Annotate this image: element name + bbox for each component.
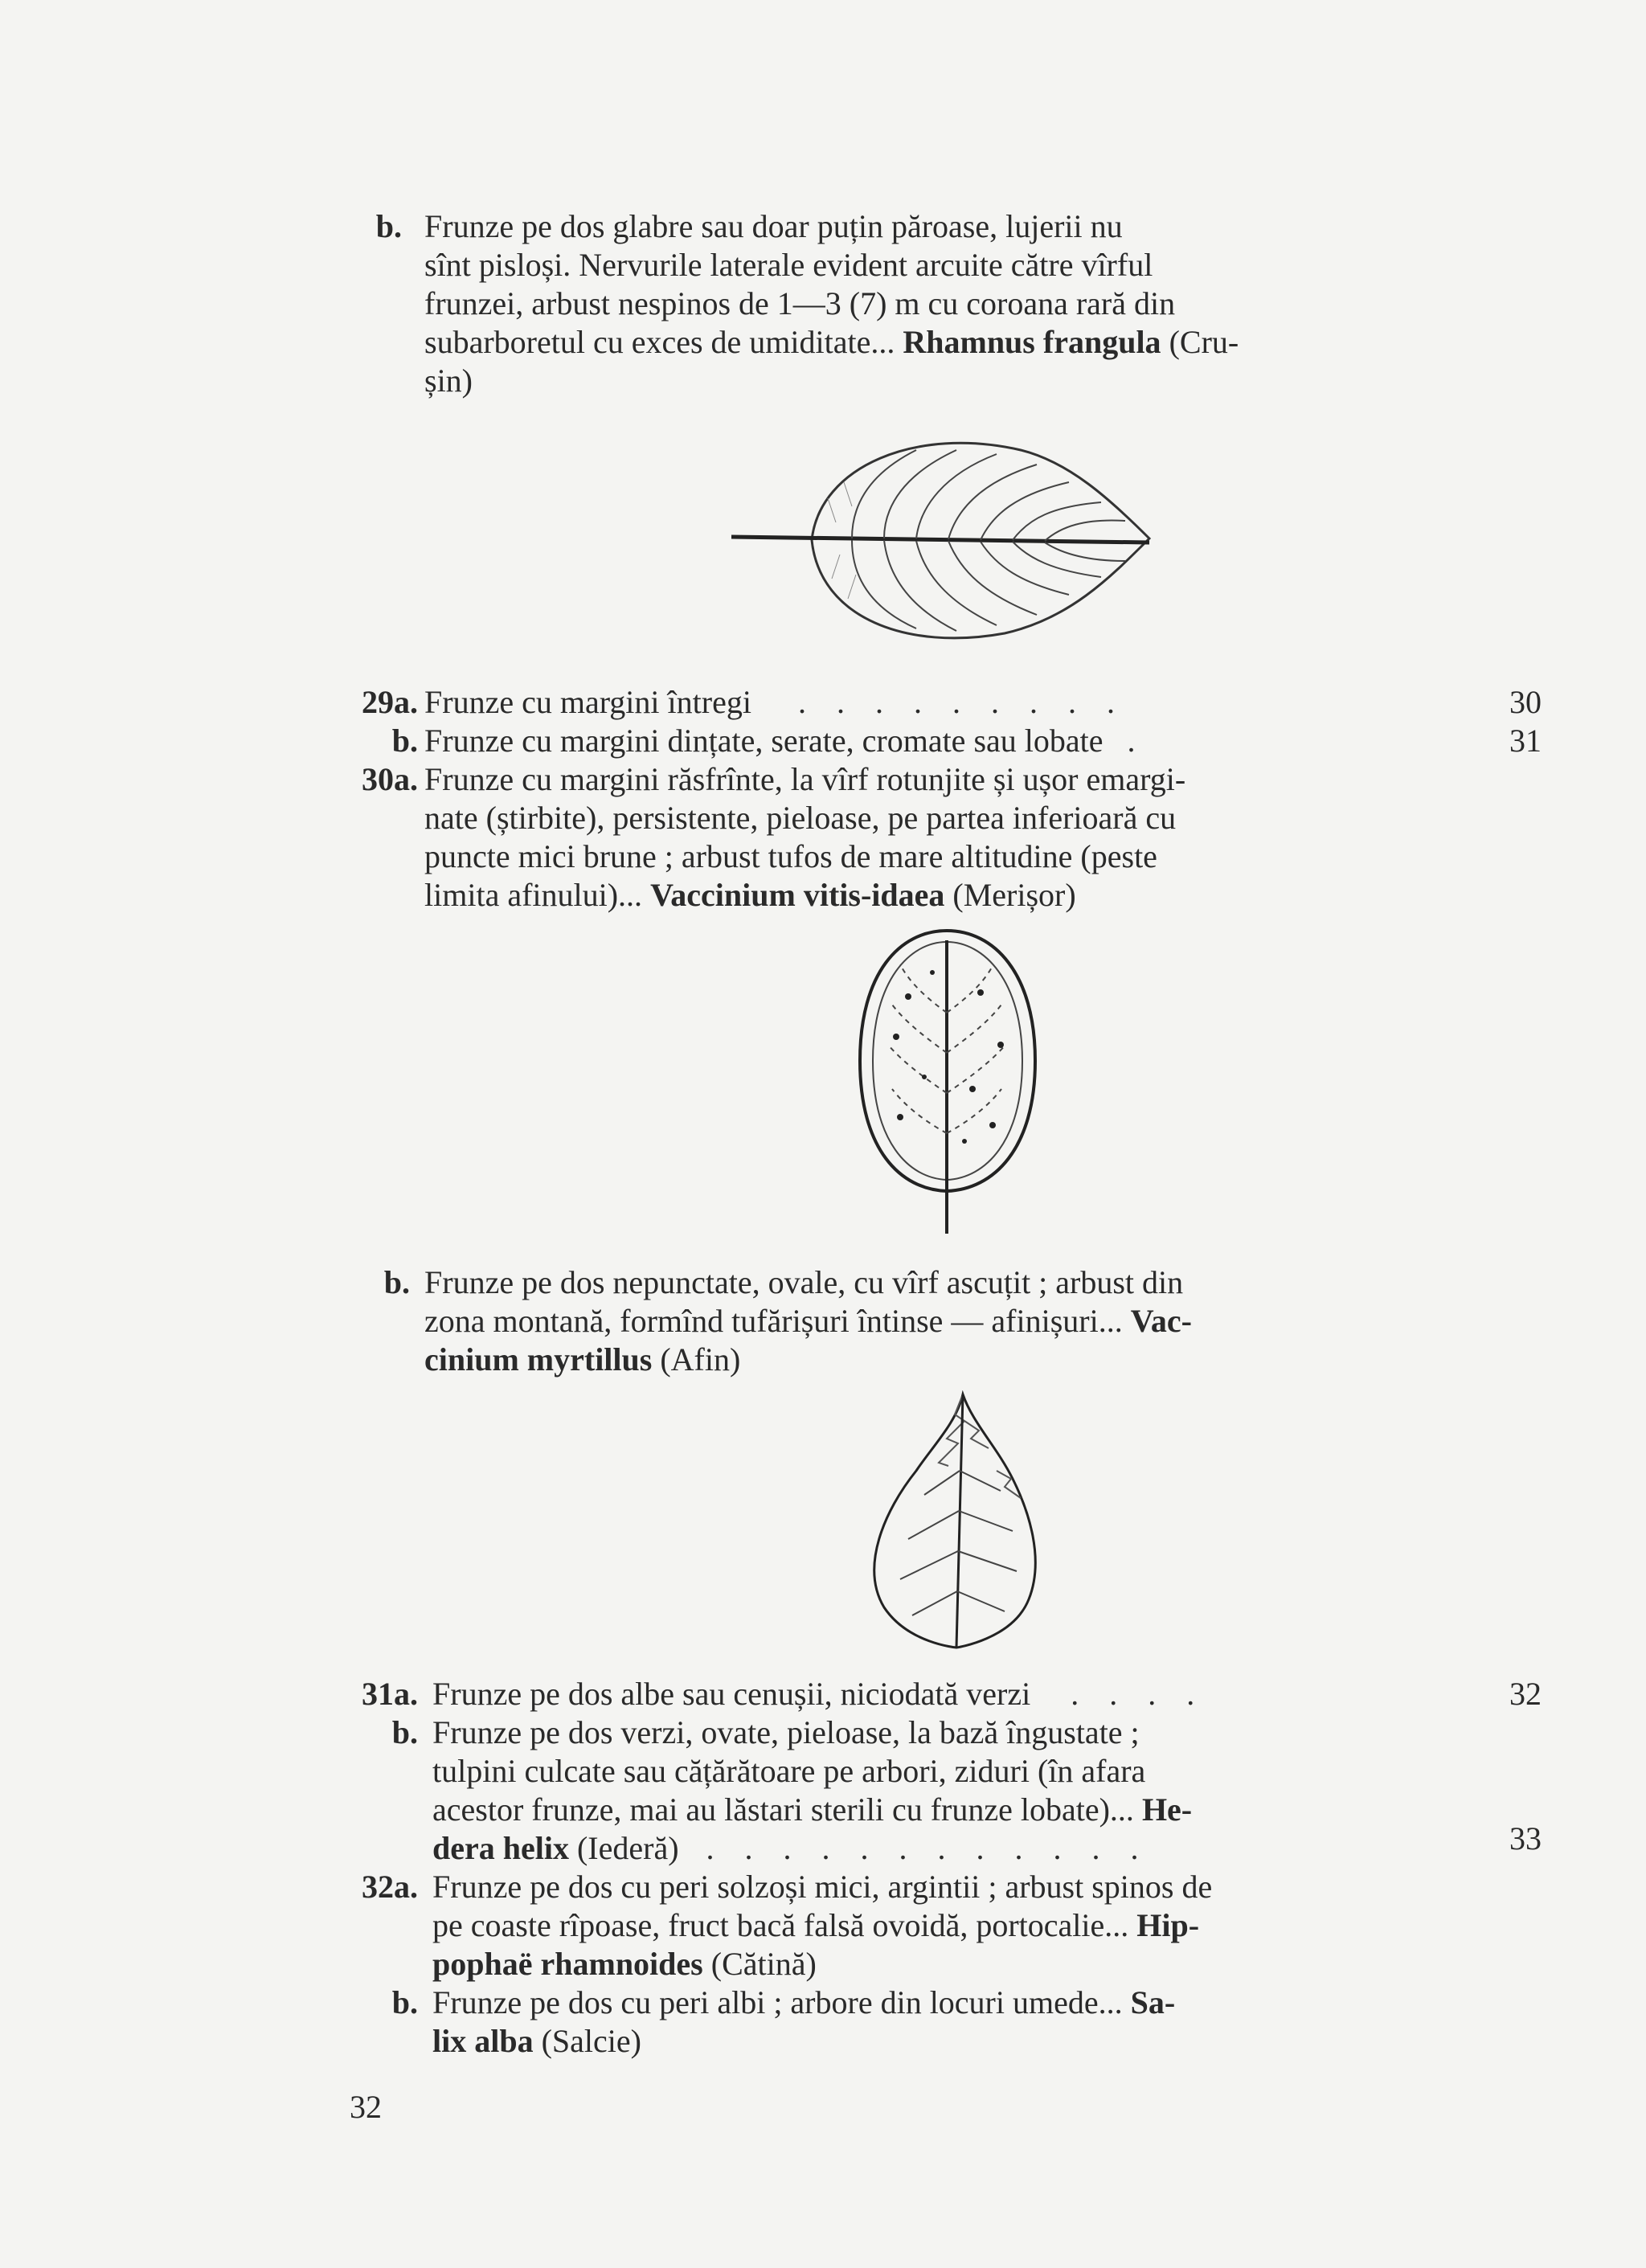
species-name: Rhamnus frangula xyxy=(903,324,1161,360)
entry-label: b. xyxy=(391,1714,418,1750)
entry-text-line xyxy=(432,1829,1543,1868)
entry-text: (Iederă) xyxy=(576,1830,679,1866)
entry-label: 30a. xyxy=(362,761,418,797)
entry-text-line xyxy=(432,1906,1543,1945)
entry-text-line: tulpini culcate sau cățărătoare pe arbori, ziduri (în afara xyxy=(432,1753,1146,1789)
entry-text: Frunze cu margini dințate, serate, cromate sau lobate xyxy=(424,723,1103,759)
entry-text-line xyxy=(424,876,1543,915)
species-name: Vac- xyxy=(1130,1303,1192,1339)
entry-text-line: Frunze cu margini răsfrînte, la vîrf rotunjite și ușor emargi- xyxy=(424,761,1186,797)
entry-label: b. xyxy=(375,208,402,244)
entry-label: b. xyxy=(391,723,418,759)
entry-text: (Merișor) xyxy=(952,877,1076,913)
vaccinium-myrtillus-leaf-illustration xyxy=(852,1390,1045,1656)
rhamnus-leaf-illustration xyxy=(731,418,1157,659)
cross-reference: 30 xyxy=(1509,684,1542,720)
entry-text-line: Frunze pe dos cu peri solzoși mici, argintii ; arbust spinos de xyxy=(432,1869,1213,1905)
entry-label: 29a. xyxy=(362,684,418,720)
species-name: cinium myrtillus xyxy=(424,1341,653,1378)
entry-text: (Salcie) xyxy=(541,2023,641,2059)
entry-text-line xyxy=(338,1675,1543,1713)
entry-text-line: Frunze pe dos verzi, ovate, pieloase, la bază îngustate ; xyxy=(432,1714,1140,1750)
entry-text-line: șin) xyxy=(424,362,473,399)
entry-text-line: Frunze pe dos nepunctate, ovale, cu vîrf ascuțit ; arbust din xyxy=(424,1264,1184,1300)
key-entry-28b xyxy=(375,207,1439,400)
leader-dots: . xyxy=(1127,723,1147,759)
entry-text-line: sînt pisloși. Nervurile laterale evident arcuite către vîrful xyxy=(424,247,1153,283)
entry-text: (Cru- xyxy=(1169,324,1239,360)
entry-text: (Cătină) xyxy=(710,1946,817,1982)
leader-dots: . . . . xyxy=(1071,1676,1206,1712)
entry-text: limita afinului)... xyxy=(424,877,643,913)
entry-text-line xyxy=(432,1791,1543,1829)
entry-text: Frunze pe dos cu peri albi ; arbore din locuri umede... xyxy=(432,1984,1123,2020)
species-name: Sa- xyxy=(1130,1984,1176,2020)
entry-label: 31a. xyxy=(362,1676,418,1712)
entry-text: Frunze pe dos albe sau cenușii, niciodată verzi xyxy=(432,1676,1031,1712)
species-name: pophaë rhamnoides xyxy=(432,1946,703,1982)
entry-text-line xyxy=(432,2022,1543,2061)
cross-reference: 31 xyxy=(1509,723,1542,759)
entry-label: b. xyxy=(391,1984,418,2020)
entry-text: (Afin) xyxy=(660,1341,741,1378)
vaccinium-vitis-idaea-leaf-illustration xyxy=(852,924,1045,1238)
entry-text: Frunze cu margini întregi xyxy=(424,684,751,720)
entry-text-line xyxy=(432,1983,1543,2022)
species-name: Hip- xyxy=(1136,1907,1200,1943)
entry-text: pe coaste rîpoase, fruct bacă falsă ovoidă, portocalie... xyxy=(432,1907,1129,1943)
key-entry-29 xyxy=(338,683,1543,760)
cross-reference: 32 xyxy=(1509,1676,1542,1712)
entry-text-line: puncte mici brune ; arbust tufos de mare altitudine (peste xyxy=(424,838,1157,874)
entry-text: subarboretul cu exces de umiditate... xyxy=(424,324,895,360)
cross-reference: 33 xyxy=(1509,1820,1542,1857)
key-entry-32 xyxy=(338,1868,1543,2061)
entry-text-line xyxy=(424,1302,1447,1341)
entry-label: b. xyxy=(383,1264,410,1300)
species-name: lix alba xyxy=(432,2023,534,2059)
entry-text: zona montană, formînd tufărișuri întinse — afinișuri... xyxy=(424,1303,1123,1339)
entry-text-line: Frunze pe dos glabre sau doar puțin păroase, lujerii nu xyxy=(424,208,1123,244)
key-entry-31 xyxy=(338,1675,1543,1868)
entry-text-line xyxy=(338,683,1543,722)
species-name: He- xyxy=(1141,1791,1193,1828)
key-entry-30a xyxy=(338,760,1543,915)
species-name: Vaccinium vitis-idaea xyxy=(650,877,945,913)
entry-text-line xyxy=(424,323,1439,362)
entry-text-line xyxy=(338,722,1543,760)
leader-dots: . . . . . . . . . xyxy=(797,684,1126,720)
entry-text-line: frunzei, arbust nespinos de 1—3 (7) m cu coroana rară din xyxy=(424,285,1176,321)
species-name: dera helix xyxy=(432,1830,569,1866)
entry-text-line xyxy=(424,1341,1447,1379)
entry-text-line xyxy=(432,1945,1543,1983)
entry-label: 32a. xyxy=(362,1869,418,1905)
key-entry-30b xyxy=(378,1263,1447,1379)
leader-dots: . . . . . . . . . . . . xyxy=(706,1830,1150,1866)
entry-text-line: nate (știrbite), persistente, pieloase, pe partea inferioară cu xyxy=(424,800,1177,836)
page-number: 32 xyxy=(350,2089,382,2125)
entry-text: acestor frunze, mai au lăstari sterili cu frunze lobate)... xyxy=(432,1791,1134,1828)
